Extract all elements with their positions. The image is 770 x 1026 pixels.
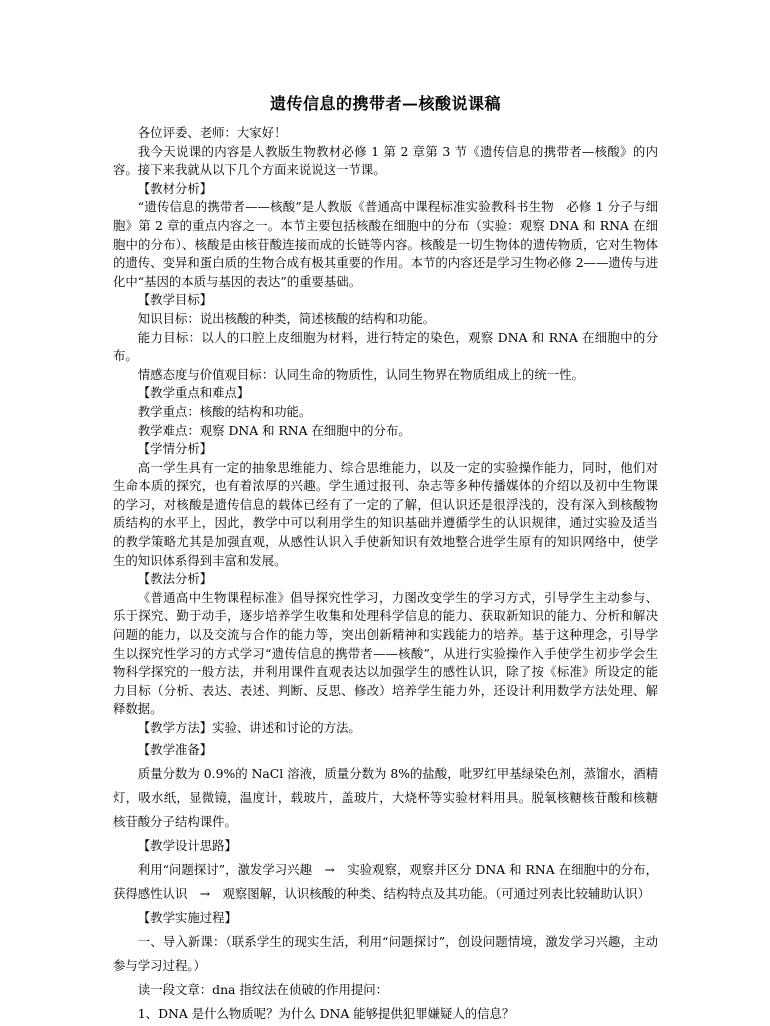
teaching-method-line (113, 719, 658, 738)
section-heading-process: 【教学实施过程】 (137, 909, 237, 925)
design-idea-paragraph: 利用“问题探讨”，激发学习兴趣 → 实验观察，观察并区分 DNA 和 RNA 在细胞中的分布，获得感性认识 → 观察图解，认识核酸的种类、结构特点及其功能。（可通过列表比较辅助认识） (113, 861, 658, 901)
ability-goal: 能力目标：以人的口腔上皮细胞为材料，进行特定的染色，观察 DNA 和 RNA 在细胞中的分布。 (113, 329, 658, 364)
preparation-paragraph: 质量分数为 0.9%的 NaCl 溶液，质量分数为 8%的盐酸，吡罗红甲基绿染色剂，蒸馏水，酒精灯，吸水纸，显微镜，温度计，载玻片，盖玻片，大烧杯等实验材料用具。脱氧核糖核苷酸和核糖核苷酸分子结构课件。 (113, 765, 658, 829)
section-heading-textbook-analysis: 【教材分析】 (137, 180, 213, 196)
section-heading-teaching-method: 【教学方法】 (137, 720, 213, 735)
textbook-analysis-paragraph: “遗传信息的携带者——核酸”是人教版《普通高中课程标准实验教科书生物 必修 1 分子与细胞》第 2 章的重点内容之一。本节主要包括核酸在细胞中的分布（实验：观察 DNA 和 RNA 在细胞中的分布）、核酸是由核苷酸连接而成的长链等内容。核酸是一切生物体的遗传物质，它对生物体的遗传、变异和蛋白质的生物合成有极其重要的作用。本节的内容还是学习生物必修 2——遗传与进化中“基因的本质与基因的表达”的重要基础。 (113, 199, 658, 289)
teaching-focus: 教学重点：核酸的结构和功能。 (137, 403, 312, 419)
teaching-difficulty: 教学难点：观察 DNA 和 RNA 在细胞中的分布。 (137, 422, 411, 438)
method-analysis-paragraph: 《普通高中生物课程标准》倡导探究性学习，力图改变学生的学习方式，引导学生主动参与、乐于探究、勤于动手，逐步培养学生收集和处理科学信息的能力、获取新知识的能力、分析和解决问题的能力，以及交流与合作的能力等，突出创新精神和实践能力的培养。基于这种理念，引导学生以探究性学习的方式学习“遗传信息的携带者——核酸”，从进行实验操作入手使学生初步学会生物科学探究的一般方法，并利用课件直观表达以加强学生的感性认识，除了按《标准》所设定的能力目标（分析、表达、表述、判断、反思、修改）培养学生能力外，还设计利用数学方法处理、解释数据。 (113, 589, 658, 717)
process-step-intro: 一、导入新课：（联系学生的现实生活，利用“问题探讨”，创设问题情境，激发学习兴趣，主动参与学习过程。） (113, 933, 658, 973)
greeting: 各位评委、老师：大家好！ (137, 125, 287, 140)
section-heading-key-points: 【教学重点和难点】 (137, 385, 250, 401)
document-title: 遗传信息的携带者—核酸说课稿 (269, 94, 501, 113)
process-question-1: 1、DNA 是什么物质呢？为什么 DNA 能够提供犯罪嫌疑人的信息？ (137, 1005, 515, 1021)
section-heading-preparation: 【教学准备】 (137, 741, 213, 757)
section-heading-method-analysis: 【教法分析】 (137, 571, 213, 587)
section-heading-teaching-goals: 【教学目标】 (137, 292, 213, 308)
knowledge-goal: 知识目标：说出核酸的种类，简述核酸的结构和功能。 (137, 310, 436, 326)
student-analysis-paragraph: 高一学生具有一定的抽象思维能力、综合思维能力，以及一定的实验操作能力，同时，他们对生命本质的探究，也有着浓厚的兴趣。学生通过报刊、杂志等多种传播媒体的介绍以及初中生物课的学习，对核酸是遗传信息的载体已经有了一定的了解，但认识还是很浮浅的，没有深入到核酸物质结构的水平上，因此，教学中可以利用学生的知识基础并遵循学生的认识规律，通过实验及适当的教学策略尤其是加强直观，从感性认识入手使新知识有效地整合进学生原有的知识网络中，使学生的知识体系得到丰富和发展。 (113, 459, 658, 568)
teaching-method-text: 实验、讲述和讨论的方法。 (212, 720, 361, 735)
process-reading: 读一段文章：dna 指纹法在侦破的作用提问： (137, 981, 389, 997)
emotion-goal: 情感态度与价值观目标：认同生命的物质性，认同生物界在物质组成上的统一性。 (137, 366, 584, 382)
intro-paragraph: 我今天说课的内容是人教版生物教材必修 1 第 2 章第 3 节《遗传信息的携带者—核酸》的内容。接下来我就从以下几个方面来说说这一节课。 (113, 143, 658, 178)
section-heading-design-idea: 【教学设计思路】 (137, 837, 237, 853)
section-heading-student-analysis: 【学情分析】 (137, 441, 213, 457)
document-page (113, 94, 658, 1026)
